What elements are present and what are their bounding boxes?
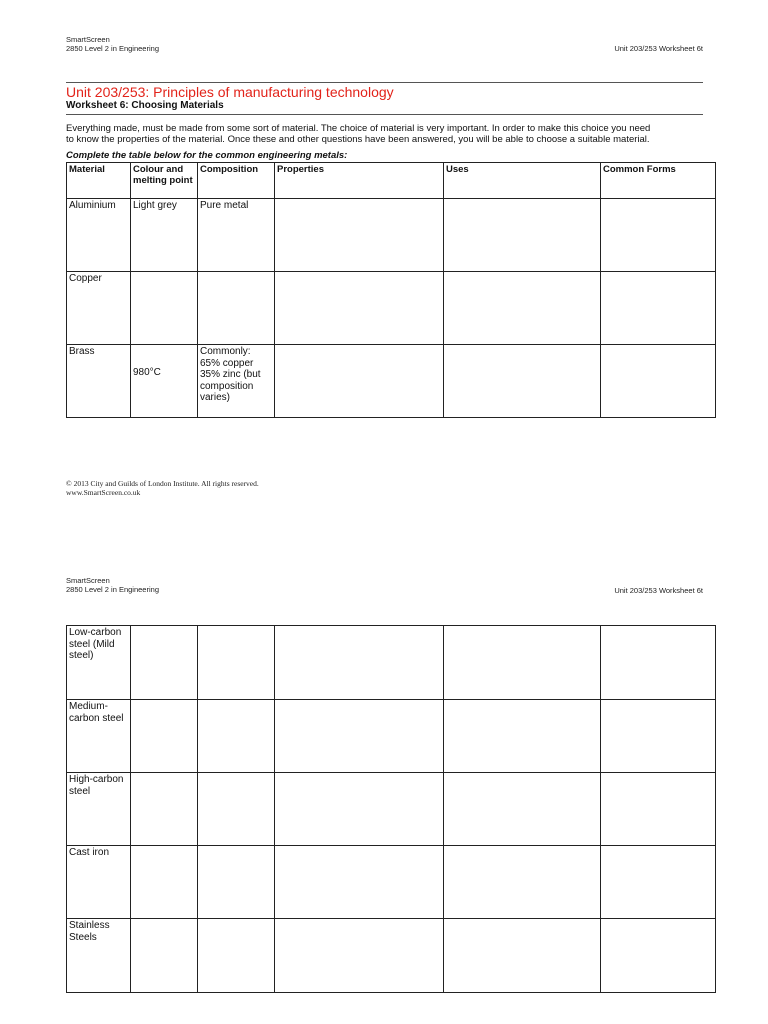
properties-cell[interactable] [275, 846, 444, 919]
composition-cell[interactable] [198, 773, 275, 846]
page-title: Unit 203/253: Principles of manufacturing technology [66, 84, 394, 100]
uses-cell[interactable] [444, 773, 601, 846]
material-cell: Brass [67, 345, 131, 418]
header-worksheet-ref: Unit 203/253 Worksheet 6t [614, 586, 703, 595]
material-cell: Cast iron [67, 846, 131, 919]
materials-table-2 [66, 625, 716, 993]
uses-cell[interactable] [444, 272, 601, 345]
col-header-colour: Colour and melting point [131, 163, 198, 199]
properties-cell[interactable] [275, 773, 444, 846]
title-rule-bottom [66, 114, 703, 115]
table-instruction: Complete the table below for the common engineering metals: [66, 150, 348, 161]
common-forms-cell[interactable] [601, 345, 716, 418]
common-forms-cell[interactable] [601, 700, 716, 773]
table-row [67, 773, 716, 846]
material-cell: Aluminium [67, 199, 131, 272]
common-forms-cell[interactable] [601, 626, 716, 700]
col-header-composition: Composition [198, 163, 275, 199]
header-worksheet-ref: Unit 203/253 Worksheet 6t [614, 44, 703, 53]
table-row [67, 700, 716, 773]
footer-copyright: © 2013 City and Guilds of London Institute. All rights reserved. [66, 479, 259, 488]
composition-cell[interactable] [198, 626, 275, 700]
properties-cell[interactable] [275, 272, 444, 345]
material-cell: High-carbon steel [67, 773, 131, 846]
properties-cell[interactable] [275, 199, 444, 272]
col-header-uses: Uses [444, 163, 601, 199]
properties-cell[interactable] [275, 700, 444, 773]
common-forms-cell[interactable] [601, 272, 716, 345]
table-row [67, 345, 716, 418]
composition-cell[interactable] [198, 919, 275, 993]
common-forms-cell[interactable] [601, 773, 716, 846]
uses-cell[interactable] [444, 199, 601, 272]
composition-cell[interactable] [198, 846, 275, 919]
header-company: SmartScreen [66, 35, 110, 44]
header-course: 2850 Level 2 in Engineering [66, 44, 159, 53]
header-company: SmartScreen [66, 576, 110, 585]
col-header-material: Material [67, 163, 131, 199]
properties-cell[interactable] [275, 345, 444, 418]
worksheet-subtitle: Worksheet 6: Choosing Materials [66, 100, 224, 111]
uses-cell[interactable] [444, 700, 601, 773]
uses-cell[interactable] [444, 846, 601, 919]
composition-cell[interactable] [198, 700, 275, 773]
composition-cell[interactable] [198, 272, 275, 345]
colour-cell[interactable] [131, 272, 198, 345]
page1-header [66, 35, 159, 53]
col-header-properties: Properties [275, 163, 444, 199]
colour-cell[interactable] [131, 626, 198, 700]
uses-cell[interactable] [444, 626, 601, 700]
colour-cell[interactable] [131, 846, 198, 919]
properties-cell[interactable] [275, 626, 444, 700]
colour-cell[interactable] [131, 919, 198, 993]
colour-cell[interactable]: 980°C [131, 345, 198, 418]
colour-cell[interactable]: Light grey [131, 199, 198, 272]
colour-cell[interactable] [131, 700, 198, 773]
composition-cell[interactable]: Pure metal [198, 199, 275, 272]
page1-footer [66, 479, 259, 497]
footer-website[interactable]: www.SmartScreen.co.uk [66, 488, 141, 497]
table-row [67, 846, 716, 919]
common-forms-cell[interactable] [601, 919, 716, 993]
properties-cell[interactable] [275, 919, 444, 993]
intro-line-2: to know the properties of the material. Once these and other questions have been answered, you will be able to choose a suitable material. [66, 134, 650, 145]
uses-cell[interactable] [444, 345, 601, 418]
common-forms-cell[interactable] [601, 199, 716, 272]
composition-cell[interactable]: Commonly: 65% copper 35% zinc (but composition varies) [198, 345, 275, 418]
colour-cell[interactable] [131, 773, 198, 846]
table-header-row [67, 163, 716, 199]
table-row [67, 919, 716, 993]
page2-header [66, 576, 159, 594]
material-cell: Low-carbon steel (Mild steel) [67, 626, 131, 700]
table-row [67, 272, 716, 345]
header-course: 2850 Level 2 in Engineering [66, 585, 159, 594]
table-row [67, 626, 716, 700]
table-row [67, 199, 716, 272]
uses-cell[interactable] [444, 919, 601, 993]
col-header-common-forms: Common Forms [601, 163, 716, 199]
intro-paragraph [66, 123, 716, 145]
material-cell: Copper [67, 272, 131, 345]
common-forms-cell[interactable] [601, 846, 716, 919]
material-cell: Medium-carbon steel [67, 700, 131, 773]
material-cell: Stainless Steels [67, 919, 131, 993]
intro-line-1: Everything made, must be made from some sort of material. The choice of material is very important. In order to make this choice you need [66, 123, 651, 134]
title-rule-top [66, 82, 703, 83]
materials-table-1 [66, 162, 716, 418]
